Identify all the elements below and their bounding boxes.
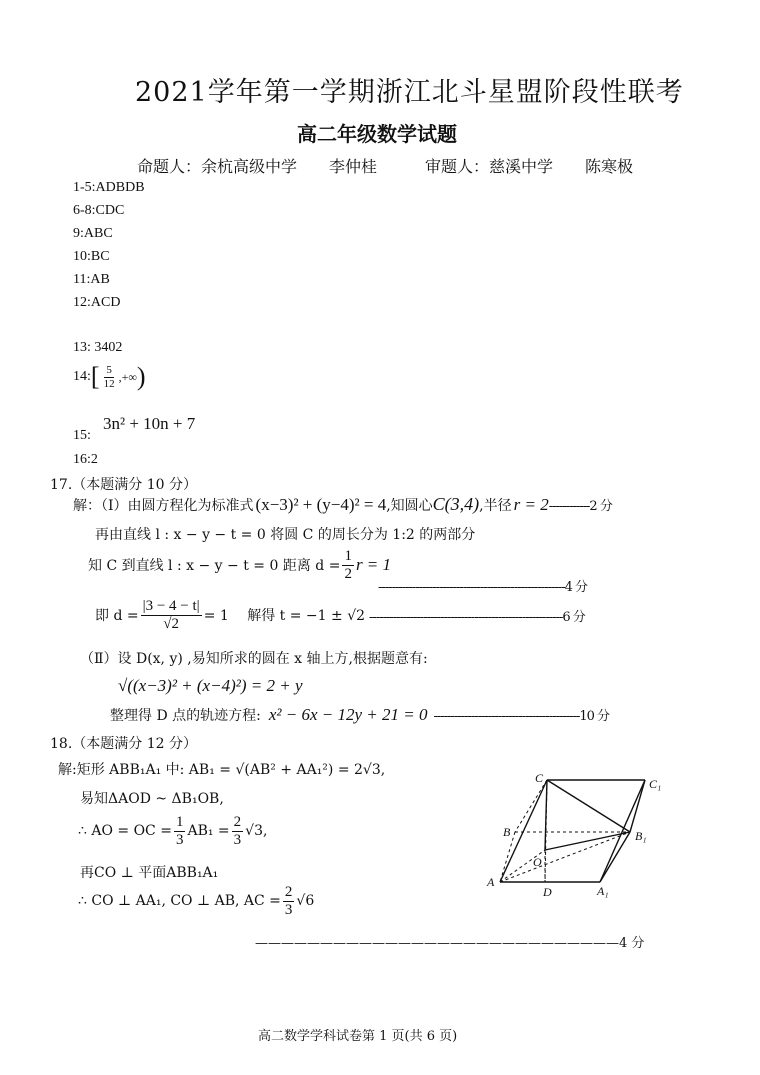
page-footer: 高二数学学科试卷第 1 页(共 6 页) (258, 1029, 458, 1044)
q17-score-4: -------------------------------------------------------4 分 (378, 580, 587, 595)
answer-15-label: 15: (73, 428, 91, 443)
figure-label-C: C (535, 771, 544, 785)
q17-line2: 再由直线 l : x − y − t = 0 将圆 C 的周长分为 1:2 的两部分 (95, 527, 476, 543)
q17-score-6: ---------------------------------------------------------6 分 (369, 609, 585, 625)
q17-line7: 整理得 D 点的轨迹方程: x² − 6x − 12y + 21 = 0 -------------------------------------------10 分 (110, 705, 610, 724)
q18-line1: 解:矩形 ABB₁A₁ 中: AB₁ = √(AB² + AA₁²) = 2√3, (58, 762, 386, 778)
q17-line1: 解：（Ⅰ）由圆方程化为标准式 (x−3)² + (y−4)² = 4 ,知圆心 C(3,4) ,半径 r = 2 ------------2 分 (73, 494, 612, 514)
q17-distance-fraction: $\frac{|3 - 4 - t|}{√2}$ (142, 598, 200, 632)
figure-label-B: B (503, 825, 511, 839)
answer-12: 12:ACD (73, 295, 121, 310)
answer-15-expr: 3n² + 10n + 7 (103, 414, 196, 433)
q17-score-2: ------------2 分 (548, 499, 612, 514)
figure-label-D: D (543, 885, 552, 899)
figure-label-C1: C₁ (649, 777, 662, 791)
q17-line6: √((x−3)² + (x−4)²) = 2 + y (118, 676, 303, 695)
answer-10: 10:BC (73, 249, 110, 264)
answer-16: 16:2 (73, 452, 98, 467)
q18-heading: 18.（本题满分 12 分） (50, 736, 197, 752)
q17-heading: 17.（本题满分 10 分） (50, 477, 197, 493)
q18-line5: ∴ CO ⊥ AA₁, CO ⊥ AB, AC = $\frac{2}{3}$ √6 (78, 884, 315, 918)
q17-half-fraction: $\frac{1}{2}$ (344, 548, 352, 582)
figure-label-A1: A₁ (597, 884, 609, 898)
q18-line2: 易知ΔAOD ~ ΔB₁OB, (80, 791, 224, 807)
q18-line3: ∴ AO = OC = $\frac{1}{3}$ AB₁ = $\frac{2}{3}$ √3, (78, 814, 268, 848)
page-title: 2021学年第一学期浙江北斗星盟阶段性联考 (135, 77, 684, 108)
answer-13: 13: 3402 (73, 340, 123, 355)
figure-label-B1: B₁ (635, 829, 647, 843)
answer-14-rest: ,+∞ (118, 369, 137, 384)
answer-14-fraction: $\frac{5}{12}$ (103, 364, 115, 390)
q17-locus-equation: x² − 6x − 12y + 21 = 0 (268, 705, 428, 724)
figure-label-O: O (533, 855, 542, 869)
page-subtitle: 高二年级数学试题 (297, 122, 457, 146)
figure-label-A: A (487, 875, 495, 889)
q17-score-10: -------------------------------------------10 分 (433, 709, 610, 724)
q17-line4: 即 d = $\frac{|3 - 4 - t|}{√2}$ = 1 解得 t = −1 ± √2 ---------------------------------------------------------6 分 (95, 598, 585, 632)
q17-line3: 知 C 到直线 l : x − y − t = 0 距离 d = $\frac{1}{2}$ r = 1 (88, 548, 392, 582)
q18-line4: 再CO ⊥ 平面ABB₁A₁ (80, 865, 219, 881)
answer-11: 11:AB (73, 272, 110, 287)
answer-9: 9:ABC (73, 226, 113, 241)
answer-1-5: 1-5:ADBDB (73, 180, 145, 195)
authors-line: 命题人：余杭高级中学 李仲桂 审题人：慈溪中学 陈寒极 (137, 157, 634, 176)
q18-score-4: ————————————————————————————4 分 (255, 936, 645, 951)
q17-line5: （Ⅱ）设 D(x, y) ,易知所求的圆在 x 轴上方,根据题意有: (80, 651, 428, 667)
answer-14-label: 14: (73, 369, 91, 384)
answer-14: 14: [ $\frac{5}{12}$ ,+∞ ) (73, 362, 146, 391)
q17-circle-equation: (x−3)² + (y−4)² = 4 (255, 495, 387, 514)
answer-6-8: 6-8:CDC (73, 203, 125, 218)
prism-figure (485, 770, 685, 900)
